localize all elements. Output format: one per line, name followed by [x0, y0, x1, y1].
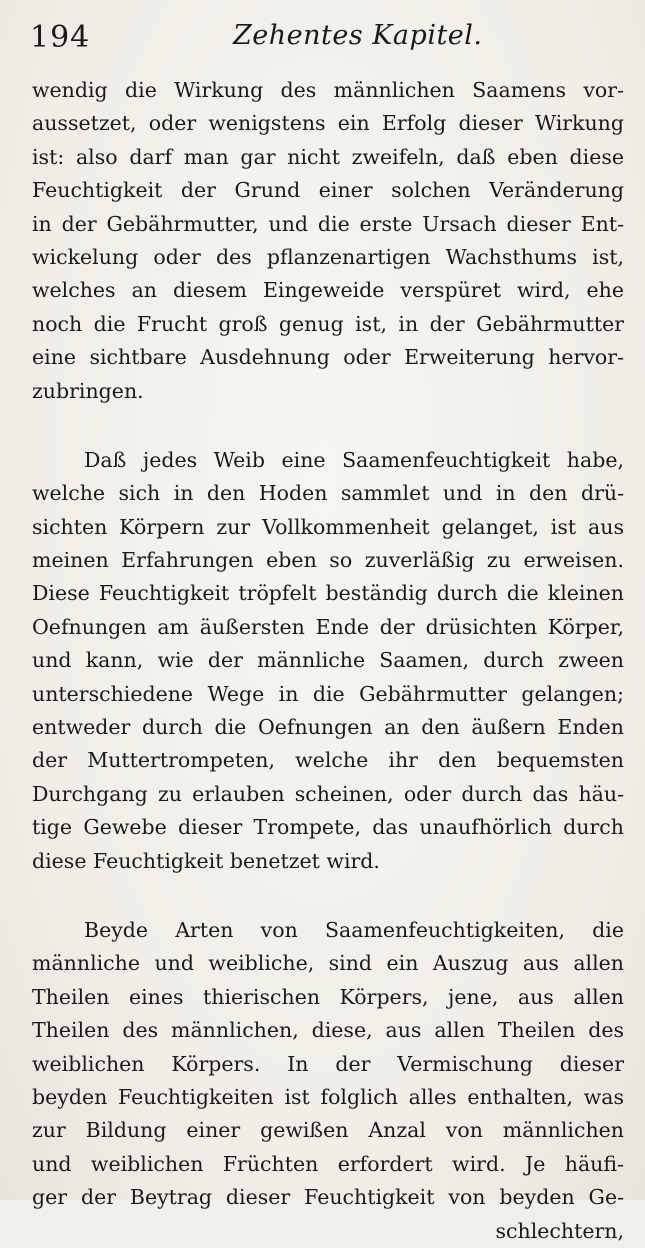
text-line: noch die Frucht groß genug ist, in der Gebährmutter [32, 311, 624, 336]
text-line: aussetzet, oder wenigstens ein Erfolg dieser Wirkung [32, 111, 624, 136]
text-line: ger der Beytrag dieser Feuchtigkeit von beyden Ge- [32, 1185, 624, 1210]
running-head: Zehentes Kapitel. [233, 20, 483, 51]
paragraph-gap [32, 878, 624, 914]
page-number: 194 [30, 20, 91, 55]
text-line: diese Feuchtigkeit benetzet wird. [32, 848, 380, 873]
text-line: wendig die Wirkung des männlichen Saamens vor- [32, 78, 624, 102]
text-line: Daß jedes Weib eine Saamenfeuchtigkeit habe, [84, 447, 624, 472]
text-line: sichten Körpern zur Vollkommenheit gelanget, ist aus [32, 514, 624, 539]
text-line: welche sich in den Hoden sammlet und in den drü- [32, 481, 624, 506]
text-line: Beyde Arten von Saamenfeuchtigkeiten, die [84, 917, 624, 942]
text-line: tige Gewebe dieser Trompete, das unaufhörlich durch [32, 815, 624, 840]
text-line: in der Gebährmutter, und die erste Ursach dieser Ent- [32, 211, 624, 236]
text-line: unterschiedene Wege in die Gebährmutter gelangen; [32, 681, 624, 706]
text-line: eine sichtbare Ausdehnung oder Erweiterung hervor- [32, 345, 624, 370]
text-line: männliche und weibliche, sind ein Auszug aus allen [32, 951, 624, 976]
text-line: Feuchtigkeit der Grund einer solchen Veränderung [32, 178, 624, 203]
paragraph-2 [32, 444, 624, 878]
paragraph-3 [32, 914, 624, 1248]
text-line: ist: also darf man gar nicht zweifeln, daß eben diese [32, 144, 624, 169]
body-text [32, 74, 624, 1248]
text-line: meinen Erfahrungen eben so zuverläßig zu erweisen. [32, 548, 624, 573]
text-line: zur Bildung einer gewißen Anzal von männlichen [32, 1118, 624, 1143]
text-line: entweder durch die Oefnungen an den äußern Enden [32, 715, 624, 740]
text-line: welches an diesem Eingeweide verspüret wird, ehe [32, 278, 624, 303]
paragraph-1 [32, 74, 624, 408]
text-line: weiblichen Körpers. In der Vermischung dieser [32, 1051, 624, 1076]
text-line: Theilen eines thierischen Körpers, jene, aus allen [32, 984, 624, 1009]
text-line: und weiblichen Früchten erfordert wird. Je häufi- [32, 1151, 624, 1176]
text-line: wickelung oder des pflanzenartigen Wachsthums ist, [32, 244, 624, 269]
text-line: Theilen des männlichen, diese, aus allen Theilen des [32, 1018, 624, 1043]
paragraph-gap [32, 408, 624, 444]
text-line: beyden Feuchtigkeiten ist folglich alles enthalten, was [32, 1084, 624, 1109]
text-line: Durchgang zu erlauben scheinen, oder durch das häu- [32, 781, 624, 806]
text-line: zubringen. [32, 378, 144, 403]
text-line: und kann, wie der männliche Saamen, durch zween [32, 648, 624, 673]
page-header [28, 14, 617, 58]
text-line: der Muttertrompeten, welche ihr den bequemsten [32, 748, 624, 773]
text-line: schlechtern, [495, 1218, 624, 1243]
text-line: Diese Feuchtigkeit tröpfelt beständig durch die kleinen [32, 581, 624, 606]
text-line: Oefnungen am äußersten Ende der drüsichten Körper, [32, 614, 624, 639]
